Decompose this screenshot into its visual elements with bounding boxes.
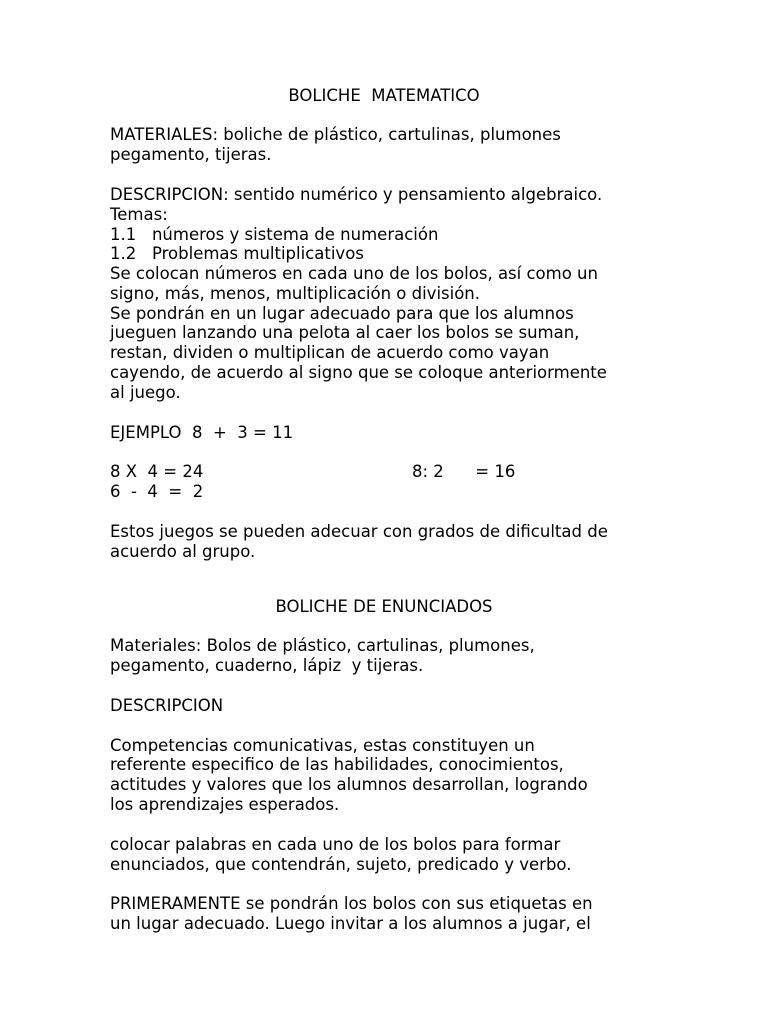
title-boliche-de-enunciados: BOLICHE DE ENUNCIADOS [275, 597, 493, 616]
competencies-line-2: referente especifico de las habilidades, conocimientos, [110, 755, 564, 774]
materials2-line-1: Materiales: Bolos de plástico, cartulinas, plumones, [110, 636, 535, 655]
example-subtraction: 6 - 4 = 2 [110, 482, 204, 501]
closing-line-2: acuerdo al grupo. [110, 542, 256, 561]
first-step-line-1: PRIMERAMENTE se pondrán los bolos con sus etiquetas en [110, 894, 593, 913]
title-boliche-matematico: BOLICHE MATEMATICO [288, 86, 480, 105]
description-line-10: cayendo, de acuerdo al signo que se coloque anteriormente [110, 363, 607, 382]
competencies-line-4: los aprendizajes esperados. [110, 795, 340, 814]
materials2-line-2: pegamento, cuaderno, lápiz y tijeras. [110, 656, 424, 675]
topic-1-1: 1.1 números y sistema de numeración [110, 225, 439, 244]
example-division: 8: 2 = 16 [412, 462, 516, 481]
instructions-line-2: enunciados, que contendrán, sujeto, predicado y verbo. [110, 855, 572, 874]
competencies-line-3: actitudes y valores que los alumnos desarrollan, logrando [110, 775, 588, 794]
description-line-7: Se pondrán en un lugar adecuado para que los alumnos [110, 304, 574, 323]
competencies-line-1: Competencias comunicativas, estas constituyen un [110, 736, 535, 755]
description-line-5: Se colocan números en cada uno de los bolos, así como un [110, 264, 598, 283]
description-heading: DESCRIPCION [110, 696, 224, 715]
topic-1-2: 1.2 Problemas multiplicativos [110, 244, 364, 263]
description-line-11: al juego. [110, 383, 181, 402]
description-line-1: DESCRIPCION: sentido numérico y pensamiento algebraico. [110, 185, 603, 204]
description-line-8: jueguen lanzando una pelota al caer los bolos se suman, [110, 323, 580, 342]
instructions-line-1: colocar palabras en cada uno de los bolos para formar [110, 835, 561, 854]
closing-line-1: Estos juegos se pueden adecuar con grados de dificultad de [110, 522, 608, 541]
first-step-line-2: un lugar adecuado. Luego invitar a los alumnos a jugar, el [110, 914, 591, 933]
example-line: EJEMPLO 8 + 3 = 11 [110, 423, 294, 442]
materials-line-1: MATERIALES: boliche de plástico, cartulinas, plumones [110, 125, 561, 144]
description-line-9: restan, dividen o multiplican de acuerdo como vayan [110, 343, 550, 362]
topics-label: Temas: [110, 205, 168, 224]
description-line-6: signo, más, menos, multiplicación o división. [110, 284, 481, 303]
example-multiplication: 8 X 4 = 24 [110, 462, 204, 481]
materials-line-2: pegamento, tijeras. [110, 145, 272, 164]
